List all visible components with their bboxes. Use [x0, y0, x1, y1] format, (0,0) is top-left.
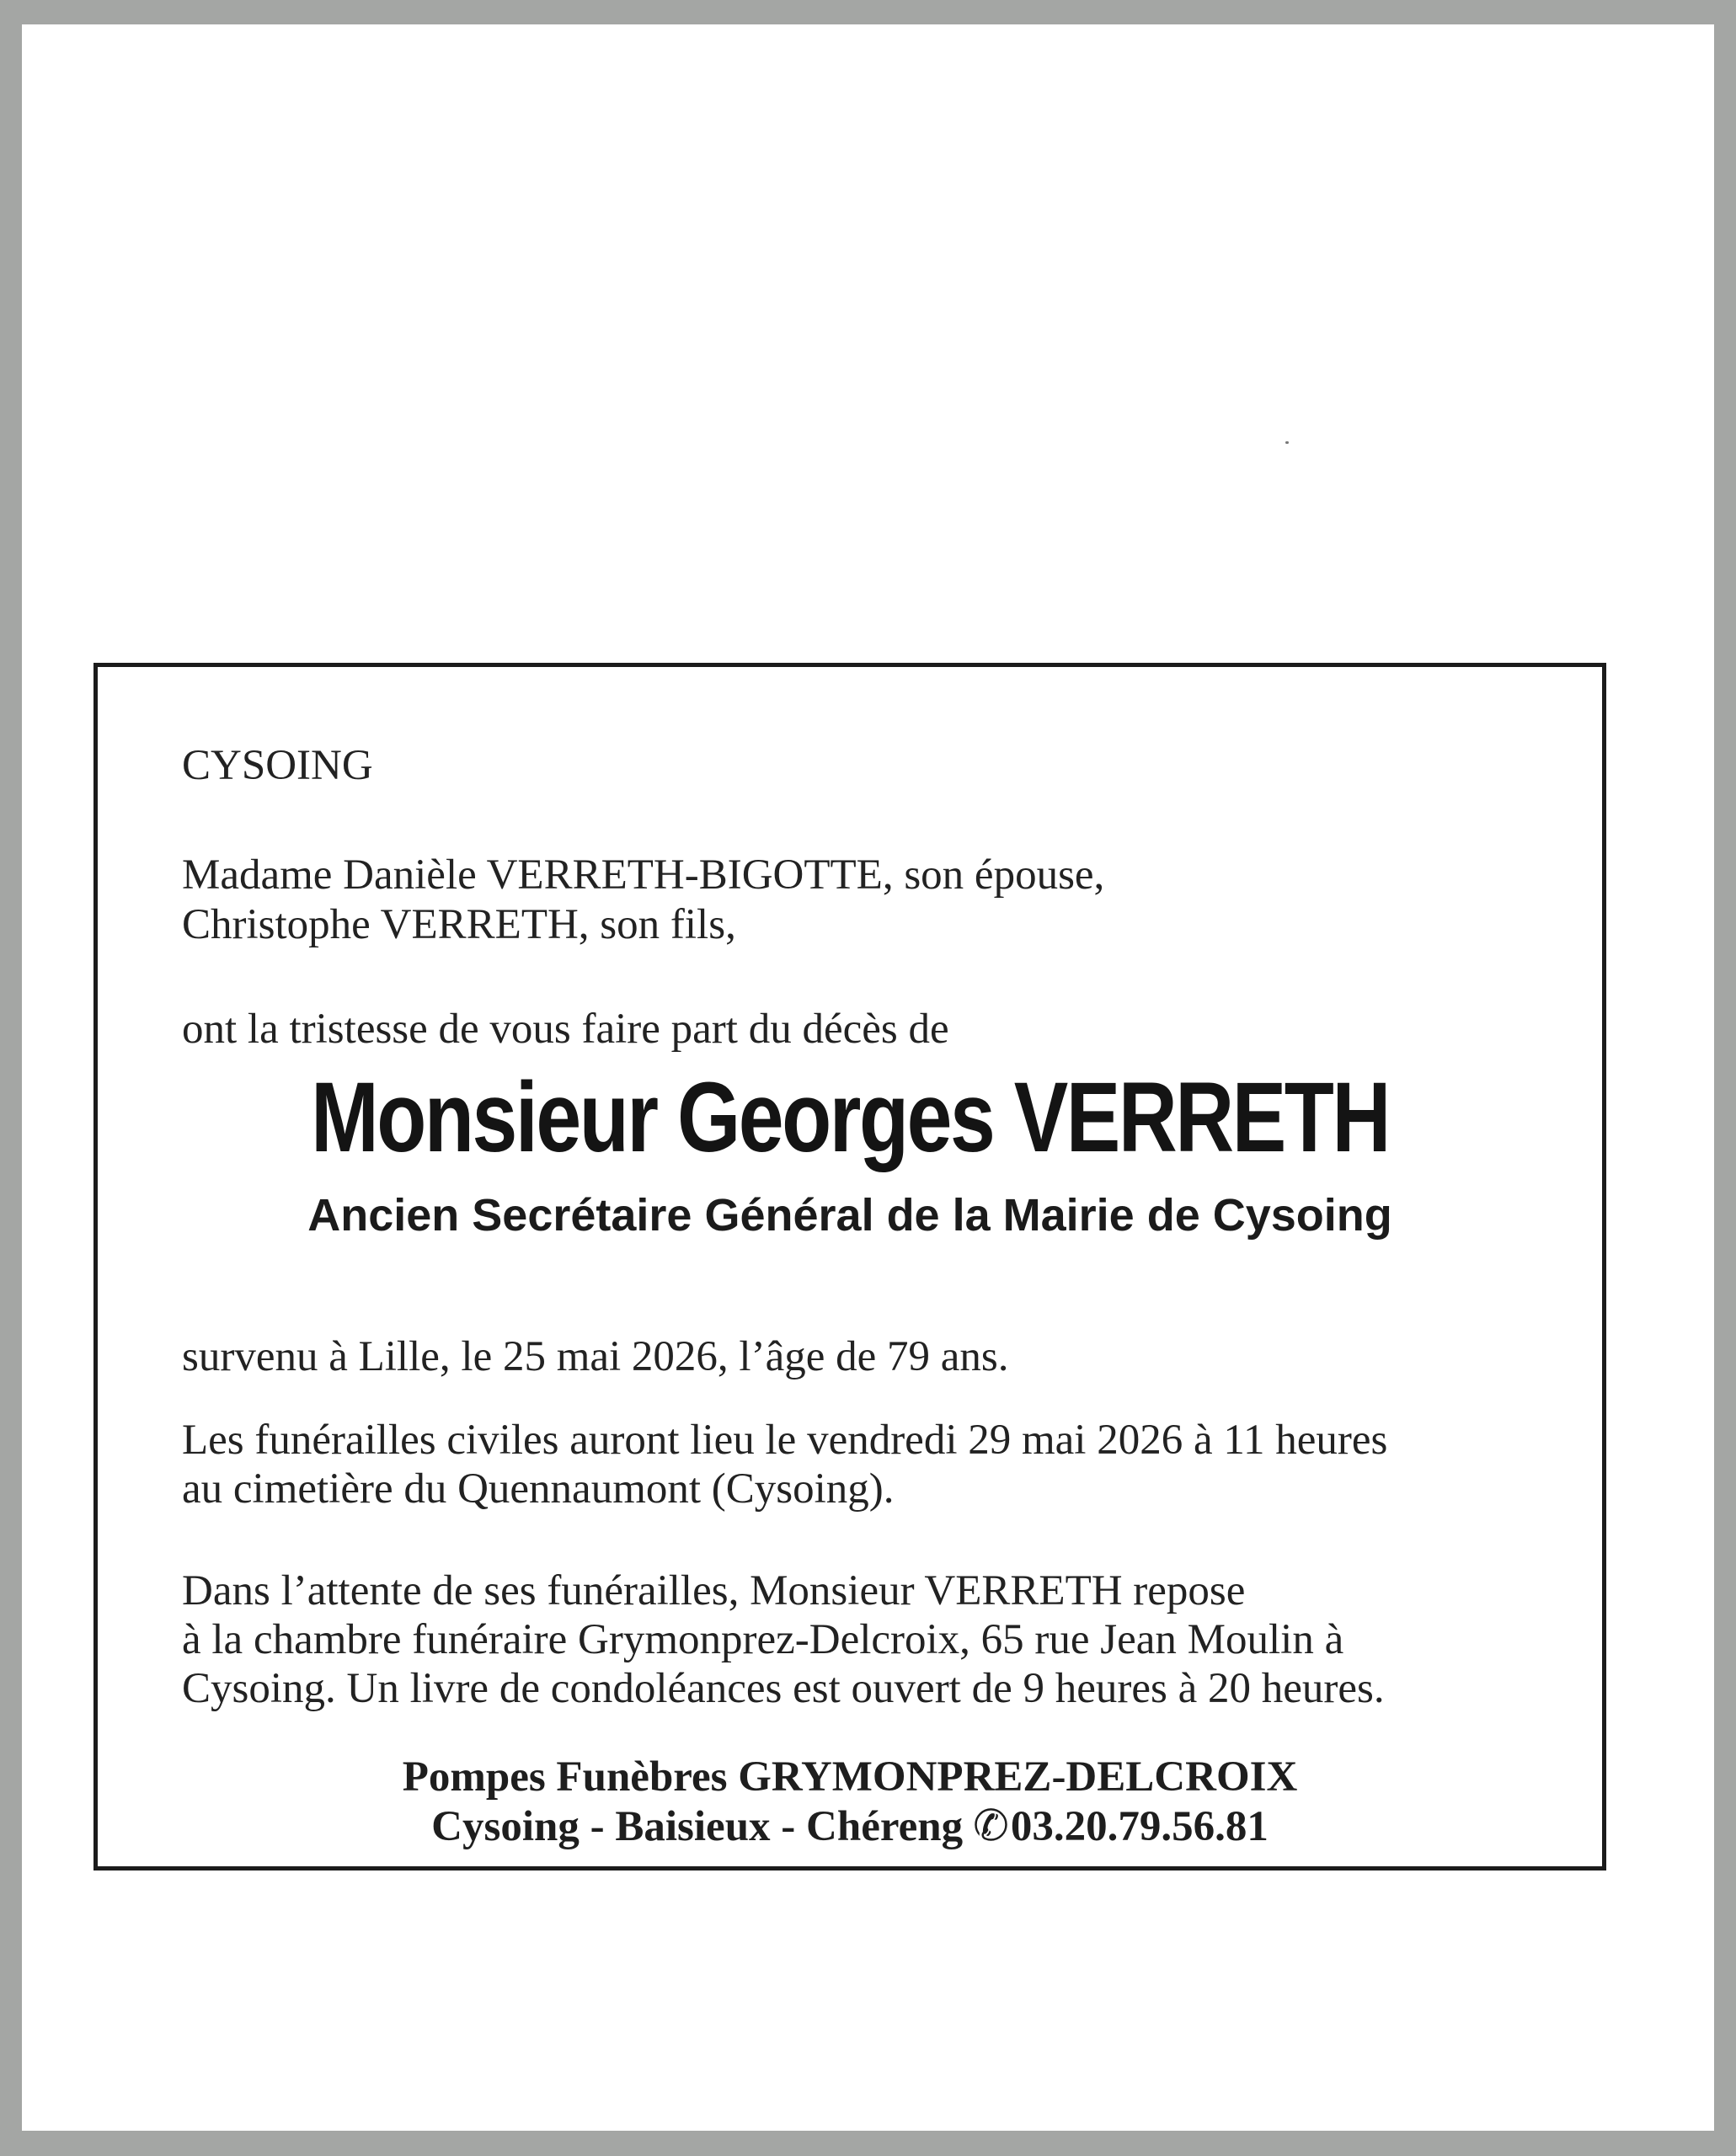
announcement-intro: ont la tristesse de vous faire part du décès de	[182, 1006, 949, 1053]
funeral-line: Les funérailles civiles auront lieu le vendredi 29 mai 2026 à 11 heures	[182, 1417, 1388, 1464]
deceased-name: Monsieur Georges VERRETH	[311, 1062, 1389, 1173]
family-line: Christophe VERRETH, son fils,	[182, 901, 736, 948]
scan-speck	[1285, 441, 1289, 444]
wake-line: Cysoing. Un livre de condoléances est ouvert de 9 heures à 20 heures.	[182, 1665, 1385, 1712]
funeral-home-name: Pompes Funèbres GRYMONPREZ-DELCROIX	[402, 1753, 1298, 1801]
death-info: survenu à Lille, le 25 mai 2026, l’âge de 79 ans.	[182, 1333, 1009, 1380]
funeral-home-phone: 03.20.79.56.81	[1010, 1803, 1269, 1850]
city-heading: CYSOING	[182, 742, 373, 789]
wake-line: Dans l’attente de ses funérailles, Monsieur VERRETH repose	[182, 1567, 1246, 1614]
funeral-home-locations: Cysoing - Baisieux - Chéreng	[431, 1803, 964, 1850]
phone-icon: ✆	[973, 1803, 1009, 1850]
family-line: Madame Danièle VERRETH-BIGOTTE, son épouse,	[182, 851, 1105, 899]
deceased-title: Ancien Secrétaire Général de la Mairie de Cysoing	[307, 1190, 1392, 1241]
wake-line: à la chambre funéraire Grymonprez-Delcroix, 65 rue Jean Moulin à	[182, 1616, 1344, 1663]
obituary-notice	[93, 663, 1606, 1870]
funeral-line: au cimetière du Quennaumont (Cysoing).	[182, 1465, 895, 1513]
funeral-home-contact	[98, 1802, 1602, 1851]
document-page	[22, 24, 1714, 2131]
